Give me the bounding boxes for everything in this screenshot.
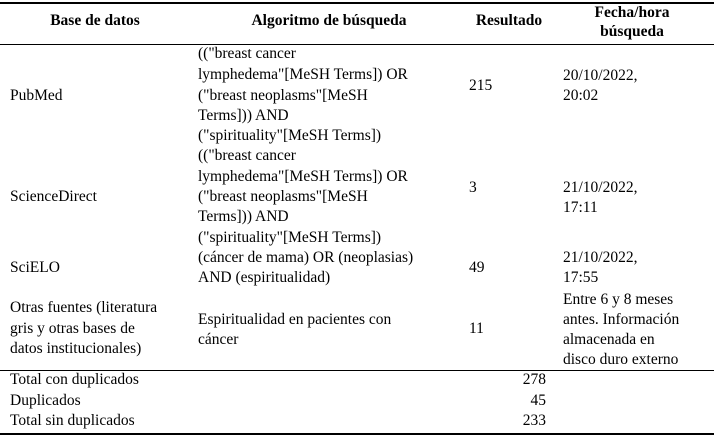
row-sciencedirect-algorithm-line: (("breast cancer (198, 147, 296, 164)
total-without-duplicates-label: Total sin duplicados (10, 412, 135, 429)
row-pubmed-algorithm-line: ("breast neoplasms"[MeSH (198, 87, 368, 104)
row-pubmed-database: PubMed (10, 87, 63, 104)
row-scielo-datetime-line: 17:55 (563, 269, 599, 286)
row-sciencedirect-algorithm-line: Terms])) AND (198, 208, 289, 225)
total-with-duplicates-value: 278 (522, 371, 546, 388)
row-otras-datetime-line: disco duro externo (563, 351, 679, 368)
row-sciencedirect-algorithm-line: ("spirituality"[MeSH Terms]) (198, 229, 382, 246)
row-pubmed-algorithm-line: (("breast cancer (198, 45, 296, 62)
header-result: Resultado (475, 12, 543, 29)
row-pubmed-algorithm-line: ("spirituality"[MeSH Terms]) (198, 127, 382, 144)
row-sciencedirect-database: ScienceDirect (10, 188, 97, 205)
duplicates-value: 45 (530, 392, 546, 409)
row-scielo-database: SciELO (10, 259, 60, 276)
row-sciencedirect-algorithm-line: lymphedema"[MeSH Terms]) OR (198, 168, 408, 185)
duplicates-label: Duplicados (10, 392, 81, 409)
row-pubmed-datetime-line: 20:02 (563, 87, 599, 104)
header-database: Base de datos (50, 12, 140, 29)
row-otras-algorithm-line: cáncer (198, 331, 239, 348)
row-sciencedirect-datetime-line: 21/10/2022, (563, 179, 638, 196)
row-scielo-datetime-line: 21/10/2022, (563, 249, 638, 266)
total-with-duplicates-label: Total con duplicados (10, 371, 139, 388)
row-pubmed-algorithm-line: Terms])) AND (198, 107, 289, 124)
header-rule (0, 44, 714, 45)
header-algorithm: Algoritmo de búsqueda (251, 12, 407, 29)
header-datetime-line1: Fecha/hora (594, 4, 670, 21)
row-otras-datetime-line: almacenada en (563, 331, 655, 348)
row-otras-algorithm-line: Espiritualidad en pacientes con (198, 311, 392, 328)
row-otras-database-line: datos institucionales) (10, 340, 142, 357)
row-pubmed-result: 215 (469, 77, 493, 94)
row-sciencedirect-algorithm-line: ("breast neoplasms"[MeSH (198, 188, 368, 205)
row-otras-database-line: Otras fuentes (literatura (10, 299, 158, 316)
row-otras-result: 11 (469, 320, 484, 337)
row-pubmed-algorithm-line: lymphedema"[MeSH Terms]) OR (198, 66, 408, 83)
header-datetime-line2: búsqueda (600, 23, 664, 40)
total-without-duplicates-value: 233 (522, 412, 546, 429)
row-otras-database-line: gris y otras bases de (10, 320, 135, 337)
row-otras-datetime-line: antes. Información (563, 311, 680, 328)
row-pubmed-datetime-line: 20/10/2022, (563, 67, 638, 84)
row-sciencedirect-result: 3 (469, 179, 477, 196)
row-scielo-algorithm-line: AND (espiritualidad) (198, 269, 331, 286)
row-scielo-result: 49 (469, 259, 485, 276)
row-sciencedirect-datetime-line: 17:11 (563, 199, 598, 216)
row-scielo-algorithm-line: (cáncer de mama) OR (neoplasias) (198, 249, 414, 266)
bottom-rule (0, 433, 714, 435)
row-otras-datetime-line: Entre 6 y 8 meses (563, 291, 674, 308)
